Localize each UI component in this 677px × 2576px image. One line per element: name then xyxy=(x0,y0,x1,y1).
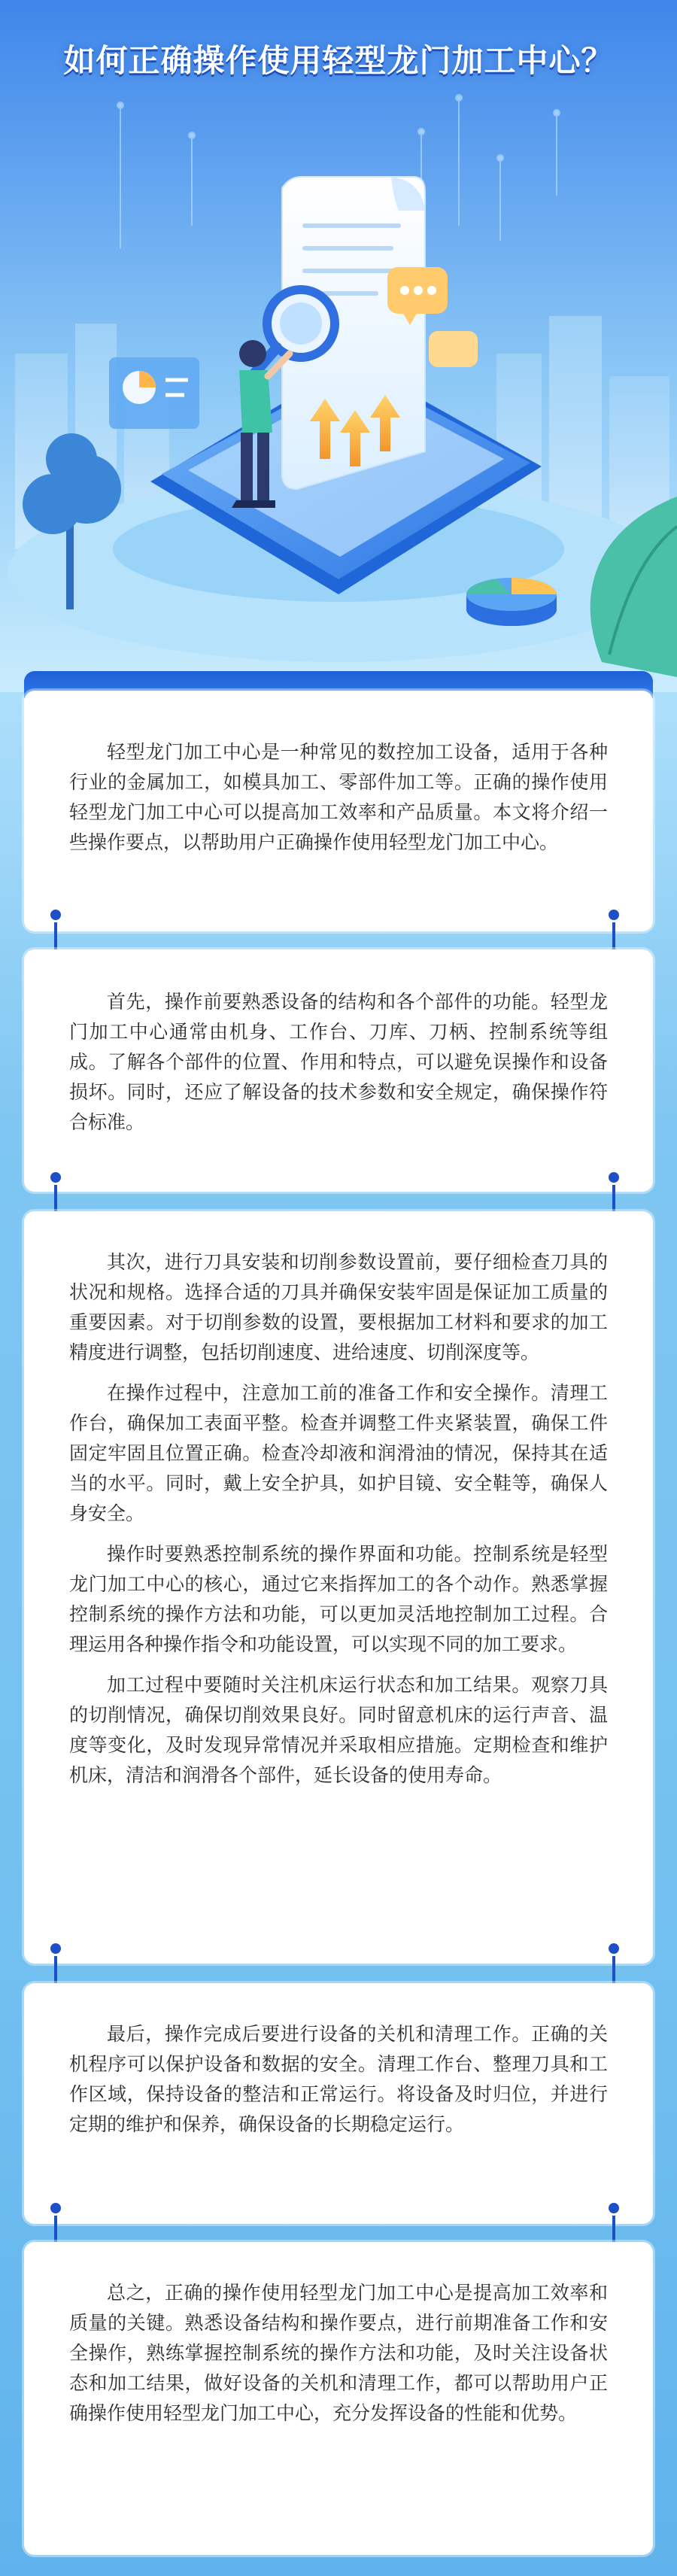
section-card-intro xyxy=(24,691,653,931)
paragraph: 在操作过程中，注意加工前的准备工作和安全操作。清理工作台，确保加工表面平整。检查并调整工件夹紧装置，确保工件固定牢固且位置正确。检查冷却液和润滑油的情况，保持其在适当的水平。同时，戴上安全护具，如护目镜、安全鞋等，确保人身安全。 xyxy=(69,1382,608,1524)
section-card-operation xyxy=(24,1211,653,1964)
paragraph: 其次，进行刀具安装和切削参数设置前，要仔细检查刀具的状况和规格。选择合适的刀具并确保安装牢固是保证加工质量的重要因素。对于切削参数的设置，要根据加工材料和要求的加工精度进行调整，包括切削速度、进给速度、切削深度等。 xyxy=(69,1251,608,1363)
section-body xyxy=(69,1247,608,1801)
paragraph: 首先，操作前要熟悉设备的结构和各个部件的功能。轻型龙门加工中心通常由机身、工作台、刀库、刀柄、控制系统等组成。了解各个部件的位置、作用和特点，可以避免误操作和设备损坏。同时，还应了解设备的技术参数和安全规定，确保操作符合标准。 xyxy=(69,991,608,1133)
paragraph: 总之，正确的操作使用轻型龙门加工中心是提高加工效率和质量的关键。熟悉设备结构和操作要点，进行前期准备工作和安全操作，熟练掌握控制系统的操作方法和功能，及时关注设备状态和加工结果，做好设备的关机和清理工作，都可以帮助用户正确操作使用轻型龙门加工中心，充分发挥设备的性能和优势。 xyxy=(69,2282,608,2424)
hero-illustration xyxy=(0,0,677,692)
section-card-summary xyxy=(24,2242,653,2555)
paragraph: 操作时要熟悉控制系统的操作界面和功能。控制系统是轻型龙门加工中心的核心，通过它来指挥加工的各个动作。熟悉掌握控制系统的操作方法和功能，可以更加灵活地控制加工过程。合理运用各种操作指令和功能设置，可以实现不同的加工要求。 xyxy=(69,1543,608,1655)
hero-banner xyxy=(0,0,677,692)
paragraph: 轻型龙门加工中心是一种常见的数控加工设备，适用于各种行业的金属加工，如模具加工、零部件加工等。正确的操作使用轻型龙门加工中心可以提高加工效率和产品质量。本文将介绍一些操作要点，以帮助用户正确操作使用轻型龙门加工中心。 xyxy=(69,741,608,853)
section-body xyxy=(69,2019,608,2150)
section-body xyxy=(69,987,608,1148)
section-body xyxy=(69,2278,608,2439)
section-body xyxy=(69,737,608,868)
section-card-shutdown xyxy=(24,1983,653,2224)
section-card-preparation xyxy=(24,949,653,1192)
page-title: 如何正确操作使用轻型龙门加工中心？ xyxy=(63,42,614,79)
paragraph: 最后，操作完成后要进行设备的关机和清理工作。正确的关机程序可以保护设备和数据的安全。清理工作台、整理刀具和工作区域，保持设备的整洁和正常运行。将设备及时归位，并进行定期的维护和保养，确保设备的长期稳定运行。 xyxy=(69,2023,608,2135)
paragraph: 加工过程中要随时关注机床运行状态和加工结果。观察刀具的切削情况，确保切削效果良好。同时留意机床的运行声音、温度等变化，及时发现异常情况并采取相应措施。定期检查和维护机床，清洁和润滑各个部件，延长设备的使用寿命。 xyxy=(69,1674,608,1786)
